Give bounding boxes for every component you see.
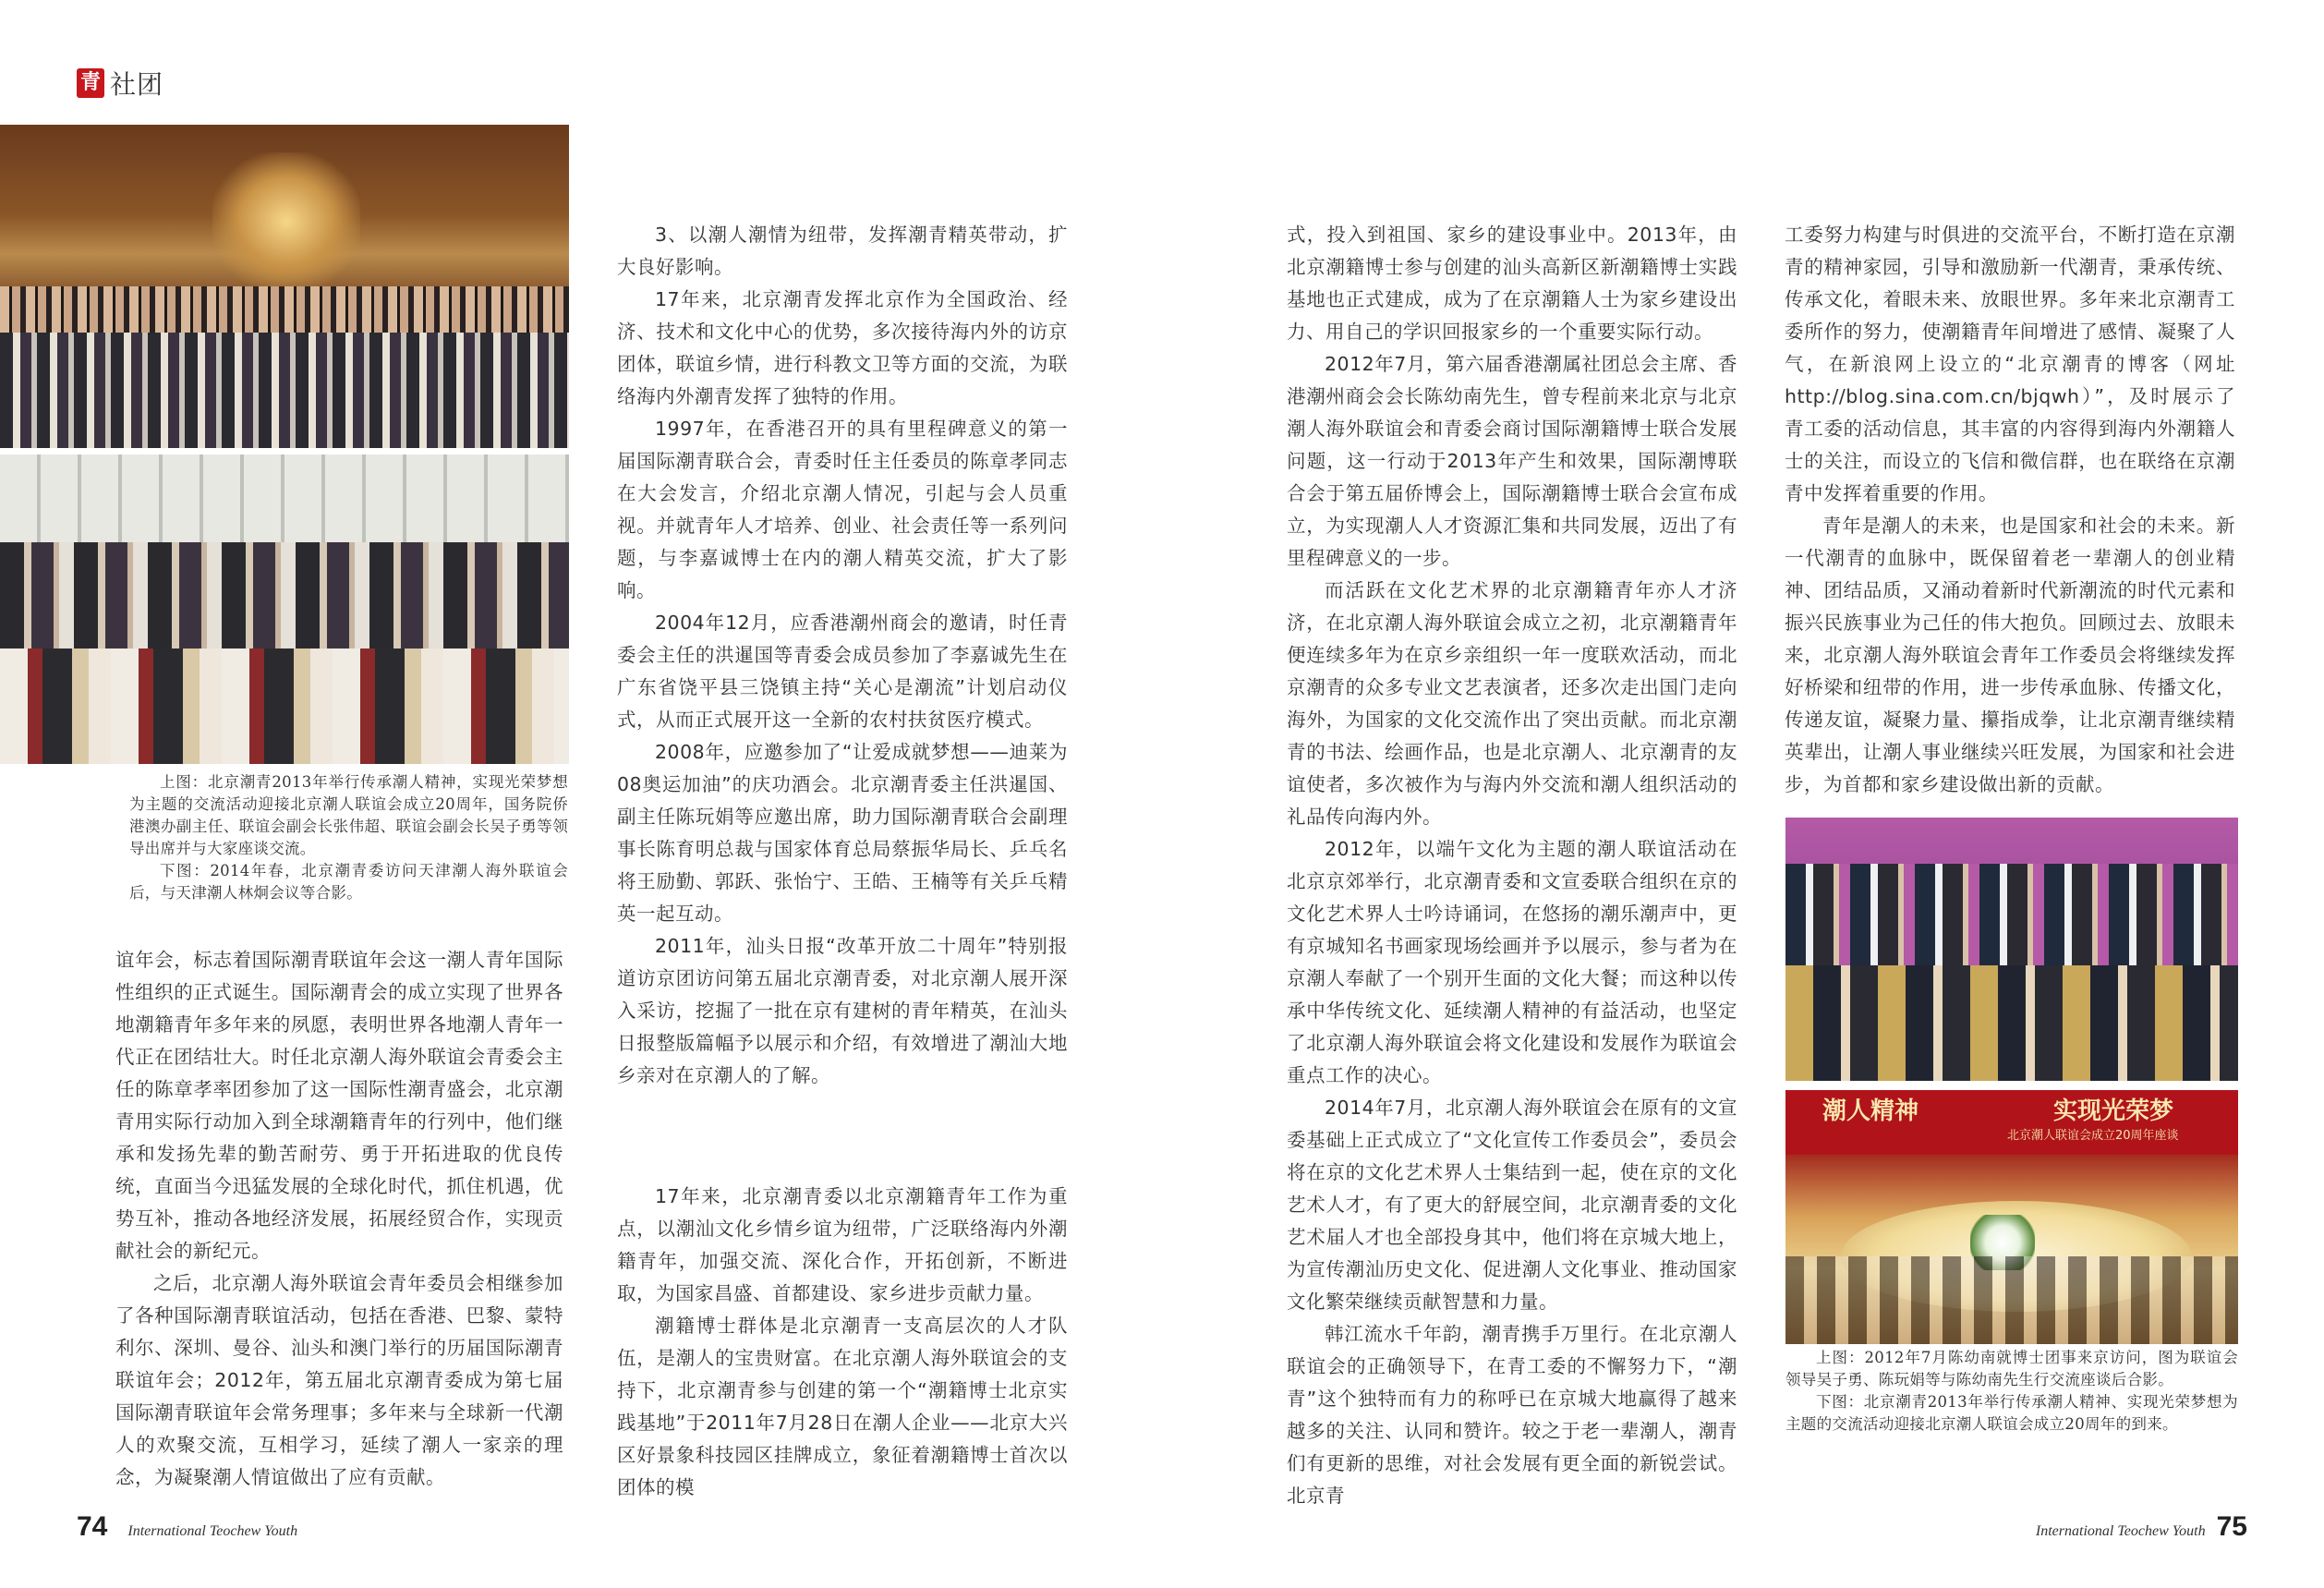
caption-upper: 上图：北京潮青2013年举行传承潮人精神，实现光荣梦想为主题的交流活动迎接北京潮人联谊会成立20周年，国务院侨港澳办副主任、联谊会副会长张伟超、联谊会副会长吴子勇等领导出席并与大家座谈交流。	[129, 773, 568, 857]
paragraph: 3、以潮人潮情为纽带，发挥潮青精英带动，扩大良好影响。	[617, 224, 1068, 278]
group-photo-hotel	[0, 125, 569, 448]
group-photo-tianjin	[0, 455, 569, 764]
caption-lower: 下图：2014年春，北京潮青委访问天津潮人海外联谊会后，与天津潮人林炯会议等合影。	[129, 862, 568, 902]
paragraph: 2014年7月，北京潮人海外联谊会在原有的文宣委基础上正式成立了“文化宣传工作委员会”，委员会将在京的文化艺术界人士集结到一起，使在京的文化艺术人才，有了更大的舒展空间，北京潮青委的文化艺术届人才也全部投身其中，他们将在京城大地上，为宣传潮汕历史文化、促进潮人文化事业、推动国家文化繁荣继续贡献智慧和力量。	[1287, 1097, 1737, 1313]
paragraph: 青年是潮人的未来，也是国家和社会的未来。新一代潮青的血脉中，既保留着老一辈潮人的创业精神、团结品质，又涌动着新时代新潮流的时代元素和振兴民族事业为己任的伟大抱负。回顾过去、放眼未来，北京潮人海外联谊会青年工作委员会将继续发挥好桥梁和纽带的作用，进一步传承血脉、传播文化，传递友谊，凝聚力量、攥指成拳，让北京潮青继续精英辈出，让潮人事业继续兴旺发展，为国家和社会进步，为首都和家乡建设做出新的贡献。	[1785, 515, 2235, 795]
paragraph: 2008年，应邀参加了“让爱成就梦想——迪莱为08奥运加油”的庆功酒会。北京潮青委主任洪暹国、副主任陈玩娟等应邀出席，助力国际潮青联合会副理事长陈育明总裁与国家体育总局蔡振华局长、乒乓名将王励勤、郭跃、张怡宁、王皓、王楠等有关乒乓精英一起互动。	[617, 741, 1068, 925]
magazine-title-right: International Teochew Youth	[2035, 1523, 2206, 1539]
right-photo-caption	[1785, 1347, 2238, 1436]
text-column-3	[1287, 219, 1737, 1512]
group-photo-meeting-room	[1785, 818, 2238, 1081]
text-column-4	[1785, 219, 2235, 801]
paragraph: 之后，北京潮人海外联谊会青年委员会相继参加了各种国际潮青联谊活动，包括在香港、巴黎、蒙特利尔、深圳、曼谷、汕头和澳门举行的历届国际潮青联谊年会；2012年，第五届北京潮青委成为第七届国际潮青联谊年会常务理事；多年来与全球新一代潮人的欢聚交流，互相学习，延续了潮人一家亲的理念，为凝聚潮人情谊做出了应有贡献。	[115, 1272, 563, 1488]
paragraph: 韩江流水千年韵，潮青携手万里行。在北京潮人联谊会的正确领导下，在青工委的不懈努力下，“潮青”这个独特而有力的称呼已在京城大地赢得了越来越多的关注、认同和赞许。较之于老一辈潮人，潮青们有更新的思维，对社会发展有更全面的新锐尝试。北京青	[1287, 1323, 1737, 1507]
banner-text-left: 潮人精神	[1822, 1097, 1919, 1125]
banner	[1785, 1090, 2238, 1155]
paragraph: 而活跃在文化艺术界的北京潮籍青年亦人才济济，在北京潮人海外联谊会成立之初，北京潮籍青年便连续多年为在京乡亲组织一年一度联欢活动，而北京潮青的众多专业文艺表演者，还多次走出国门走向海外，为国家的文化交流作出了突出贡献。而北京潮青的书法、绘画作品，也是北京潮人、北京潮青的友谊使者，多次被作为与海内外交流和潮人组织活动的礼品传向海内外。	[1287, 579, 1737, 828]
caption-lower: 下图：北京潮青2013年举行传承潮人精神、实现光荣梦想为主题的交流活动迎接北京潮人联谊会成立20周年的到来。	[1785, 1393, 2238, 1433]
paragraph: 潮籍博士群体是北京潮青一支高层次的人才队伍，是潮人的宝贵财富。在北京潮人海外联谊会的支持下，北京潮青参与创建的第一个“潮籍博士北京实践基地”于2011年7月28日在潮人企业——北京大兴区好景象科技园区挂牌成立，象征着潮籍博士首次以团体的模	[617, 1315, 1068, 1498]
paragraph: 2011年，汕头日报“改革开放二十周年”特别报道访京团访问第五届北京潮青委，对北京潮人展开深入采访，挖掘了一批在京有建树的青年精英，在汕头日报整版篇幅予以展示和介绍，有效增进了潮汕大地乡亲对在京潮人的了解。	[617, 935, 1068, 1086]
paragraph: 谊年会，标志着国际潮青联谊年会这一潮人青年国际性组织的正式诞生。国际潮青会的成立实现了世界各地潮籍青年多年来的夙愿，表明世界各地潮人青年一代正在团结壮大。时任北京潮人海外联谊会青委会主任的陈章孝率团参加了这一国际性潮青盛会，北京潮青用实际行动加入到全球潮籍青年的行列中，他们继承和发扬先辈的勤苦耐劳、勇于开拓进取的优良传统，直面当今迅猛发展的全球化时代，抓住机遇，优势互补，推动各地经济发展，拓展经贸合作，实现贡献社会的新纪元。	[115, 949, 563, 1262]
banquet-meeting-photo	[1785, 1090, 2238, 1344]
magazine-logo-icon: 青	[77, 68, 104, 98]
banner-text-right: 实现光荣梦	[2053, 1097, 2174, 1125]
paragraph: 17年来，北京潮青发挥北京作为全国政治、经济、技术和文化中心的优势，多次接待海内外的访京团体，联谊乡情，进行科教文卫等方面的交流，为联络海内外潮青发挥了独特的作用。	[617, 288, 1068, 407]
banner-subtext: 北京潮人联谊会成立20周年座谈	[2007, 1129, 2179, 1143]
paragraph: 2012年7月，第六届香港潮属社团总会主席、香港潮州商会会长陈幼南先生，曾专程前来北京与北京潮人海外联谊会和青委会商讨国际潮籍博士联合发展问题，这一行动于2013年产生和效果，国际潮博联合会于第五届侨博会上，国际潮籍博士联合会宣布成立，为实现潮人人才资源汇集和共同发展，迈出了有里程碑意义的一步。	[1287, 353, 1737, 569]
paragraph: 1997年，在香港召开的具有里程碑意义的第一届国际潮青联合会，青委时任主任委员的陈章孝同志在大会发言，介绍北京潮人情况，引起与会人员重视。并就青年人才培养、创业、社会责任等一系列问题，与李嘉诚博士在内的潮人精英交流，扩大了影响。	[617, 418, 1068, 601]
left-photo-caption	[129, 771, 568, 904]
page-number-right: 75	[2216, 1511, 2247, 1542]
text-column-2-bottom	[617, 1181, 1068, 1504]
footer-left	[77, 1511, 297, 1543]
text-column-1	[115, 944, 563, 1494]
page-number-left: 74	[77, 1511, 108, 1542]
section-header	[77, 65, 163, 102]
paragraph: 17年来，北京潮青委以北京潮籍青年工作为重点，以潮汕文化乡情乡谊为纽带，广泛联络海内外潮籍青年，加强交流、深化合作，开拓创新，不断进取，为国家昌盛、首都建设、家乡进步贡献力量。	[617, 1185, 1068, 1304]
paragraph: 工委努力构建与时俱进的交流平台，不断打造在京潮青的精神家园，引导和激励新一代潮青，秉承传统、传承文化，着眼未来、放眼世界。多年来北京潮青工委所作的努力，使潮籍青年间增进了感情、凝聚了人气，在新浪网上设立的“北京潮青的博客（网址http://blog.sina.com.cn/bjqwh）”，及时展示了青工委的活动信息，其丰富的内容得到海内外潮籍人士的关注，而设立的飞信和微信群，也在联络在京潮青中发挥着重要的作用。	[1785, 224, 2235, 504]
paragraph: 2004年12月，应香港潮州商会的邀请，时任青委会主任的洪暹国等青委会成员参加了李嘉诚先生在广东省饶平县三饶镇主持“关心是潮流”计划启动仪式，从而正式展开这一全新的农村扶贫医疗模式。	[617, 612, 1068, 731]
footer-right	[2036, 1511, 2247, 1543]
paragraph: 式，投入到祖国、家乡的建设事业中。2013年，由北京潮籍博士参与创建的汕头高新区新潮籍博士实践基地也正式建成，成为了在京潮籍人士为家乡建设出力、用自己的学识回报家乡的一个重要实际行动。	[1287, 224, 1737, 343]
magazine-title-left: International Teochew Youth	[127, 1523, 298, 1539]
text-column-2-top	[617, 219, 1068, 1092]
caption-upper: 上图：2012年7月陈幼南就博士团事来京访问，图为联谊会领导吴子勇、陈玩娟等与陈幼南先生行交流座谈后合影。	[1785, 1349, 2238, 1388]
paragraph: 2012年，以端午文化为主题的潮人联谊活动在北京京郊举行，北京潮青委和文宣委联合组织在京的文化艺术界人士吟诗诵词，在悠扬的潮乐潮声中，更有京城知名书画家现场绘画并予以展示，参与者为在京潮人奉献了一个别开生面的文化大餐；而这种以传承中华传统文化、延续潮人精神的有益活动，也坚定了北京潮人海外联谊会将文化建设和发展作为联谊会重点工作的决心。	[1287, 838, 1737, 1086]
section-title: 社团	[110, 69, 164, 100]
